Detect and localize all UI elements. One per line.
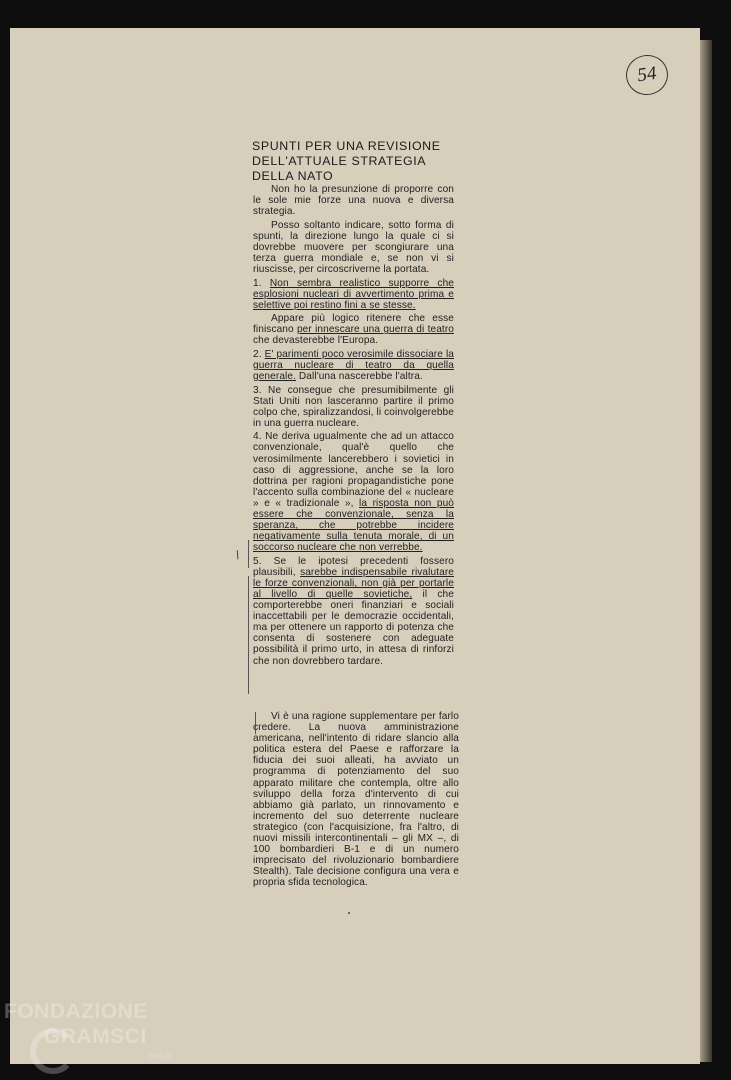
margin-line [248, 540, 249, 568]
paragraph-text: il che comporterebbe oneri finanziari e sociali inaccettabili per le democrazie occidentali, ma per ottenere un rapporto di potenza che consenta di sostenere con adeguate possibilità il primo urto, in attesa di rinforzi che non dovrebbero tardare. [253, 589, 454, 667]
paragraph [253, 556, 454, 667]
paragraph-text: 5. Se le ipotesi precedenti fossero plausibili, [253, 555, 454, 578]
article-column-1 [253, 184, 454, 669]
article-column-2 [253, 711, 459, 891]
paragraph-text: 2. [253, 348, 265, 360]
page-number-stamp: 54 [623, 52, 670, 97]
paragraph [253, 220, 454, 275]
paragraph-text: 3. Ne consegue che presumibilmente gli Stati Uniti non lasceranno partire il primo colpo che, spiralizzandosi, li coinvolgerebbe in una guerra nucleare. [253, 384, 454, 429]
paragraph [253, 313, 454, 346]
paragraph [253, 349, 454, 382]
paragraph-text: Non ho la presunzione di proporre con le sole mie forze una nuova e diversa strategia. [253, 184, 454, 218]
paragraph-text: Vi è una ragione supplementare per farlo credere. La nuova amministrazione americana, nell'intento di ridare slancio alla politica estera del Paese e rafforzare la fiducia dei suoi alleati, ha avviato un programma di potenziamento del suo apparato militare che contempla, oltre allo sviluppo della forza d'intervento di cui abbiamo già parlato, un rinnovamento e incremento del suo deterrente nucleare strategico (con l'acquisizione, fra l'altro, di nuovi missili intercontinentali – gli MX –, di 100 bombardieri B-1 e di un numero imprecisato del rivoluzionario bombardiere Stealth). Tale decisione configura una vera e propria sfida tecnologica. [253, 711, 459, 889]
article-title [252, 139, 472, 184]
paragraph-text: Posso soltanto indicare, sotto forma di spunti, la direzione lungo la quale ci si dovrebbe muovere per scongiurare una terza guerra mondiale e, se non vi si riuscisse, per circoscriverne la portata. [253, 219, 454, 276]
underlined-text: la risposta non può essere che convenzionale, senza la speranza, che potrebbe incidere negativamente sulla tenuta morale, di un soccorso nucleare che non verrebbe. [253, 497, 454, 554]
paper-speck [348, 912, 350, 914]
page-edge [700, 40, 712, 1062]
paragraph-text: che devasterebbe l'Europa. [253, 335, 379, 347]
title-line: DELL'ATTUALE STRATEGIA [252, 154, 427, 168]
paragraph-text: Appare più logico ritenere che esse finiscano [253, 313, 454, 336]
paragraph [253, 278, 454, 311]
watermark-line: onlus [148, 1051, 172, 1062]
margin-line [248, 576, 249, 694]
title-line: SPUNTI PER UNA REVISIONE [252, 139, 441, 153]
fondazione-gramsci-watermark [4, 1000, 184, 1075]
underlined-text: per innescare una guerra di teatro [296, 324, 454, 336]
paragraph [253, 431, 454, 553]
paragraph [253, 184, 454, 217]
watermark-line: GRAMSCI [44, 1025, 147, 1048]
watermark-line: FONDAZIONE [4, 1000, 148, 1023]
paragraph-text: 4. Ne deriva ugualmente che ad un attacco convenzionale, qual'è quello che verosimilmente lancerebbero i sovietici in caso di aggressione, anche se la loro dottrina per ragioni propagandistiche pone l'accento sulla combinazione del « nucleare » e « tradizionale », [253, 431, 454, 509]
underlined-text: sarebbe indispensabile rivalutare le forze convenzionali, non già per portarle al livello di quelle sovietiche, [253, 566, 454, 601]
paragraph-text: 1. [253, 277, 270, 289]
underlined-text: Non sembra realistico supporre che esplosioni nucleari di avvertimento prima e selettive poi restino fini a se stesse. [253, 277, 454, 311]
paragraph [253, 385, 454, 429]
title-line: DELLA NATO [252, 169, 334, 183]
margin-line [255, 712, 256, 734]
margin-check-mark: / [233, 547, 242, 563]
paragraph [253, 711, 459, 889]
paragraph-text: Dall'una nascerebbe l'altra. [296, 371, 423, 383]
underlined-text: E' parimenti poco verosimile dissociare la guerra nucleare di teatro da quella generale. [253, 348, 454, 383]
